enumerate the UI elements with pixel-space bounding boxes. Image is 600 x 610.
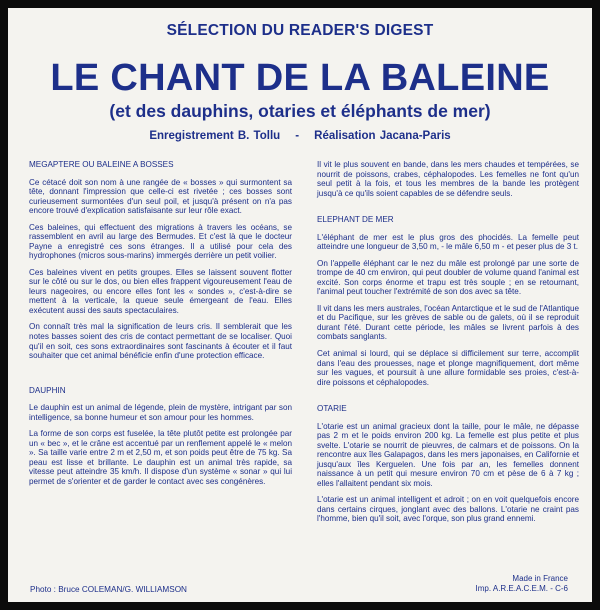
paragraph: Le dauphin est un animal de légende, plein de mystère, intrigant par son intelligence, sa bonne humeur et son amour pour les hommes. (29, 403, 292, 422)
album-title: LE CHANT DE LA BALEINE (50, 57, 550, 99)
series-title: SÉLECTION DU READER'S DIGEST (166, 22, 434, 39)
paragraph: Ces baleines, qui effectuent des migrations à travers les océans, se rassemblent en avril au large des Bermudes. Et c'est là que le docteur Payne a enregistré ces sons étranges. Il a utilisé pour cela des hydrophones (micros sous-marins) immergés derrière un petit voilier. (29, 222, 292, 261)
paragraph: Ces baleines vivent en petits groupes. Elles se laissent souvent flotter sur le côté ou sur le dos, ou bien elles frappent vigoureusement l'eau de leurs nageoires, ou encore elles font les « sondes », c'est-à-dire se mettent à la verticale, la queue seule émergeant de l'eau. Elles exécutent aussi des sauts spectaculaires. (29, 267, 292, 315)
section-heading-otarie: OTARIE (317, 404, 347, 414)
recording-credit: Enregistrement B. Tollu (149, 130, 281, 142)
credits-line (8, 130, 592, 142)
photo-credit: Photo : Bruce COLEMAN/G. WILLIAMSON (30, 585, 187, 594)
record-sleeve-back (8, 8, 592, 602)
paragraph: L'éléphant de mer est le plus gros des phocidés. La femelle peut atteindre une longueur de 3,50 m, - le mâle 6,50 m - et peser plus de 3 t. (317, 232, 579, 252)
section-heading-dauphin: DAUPHIN (29, 385, 66, 395)
album-subtitle: (et des dauphins, otaries et éléphants de mer) (109, 101, 491, 121)
paragraph: On l'appelle éléphant car le nez du mâle est prolongé par une sorte de trompe de 40 cm environ, qui peut doubler de volume quand l'animal est excité. Son corps énorme et trapu est très souple ; en se retournant, l'animal peut toucher l'extrémité de son dos avec sa tête. (317, 258, 579, 297)
production-credit: Réalisation Jacana-Paris (314, 130, 451, 142)
section-heading-elephant-de-mer: ELEPHANT DE MER (317, 215, 394, 225)
paragraph: La forme de son corps est fuselée, la tête plutôt petite est prolongée par un « bec », et le crâne est accentué par un renflement appelé le « melon ». Sa taille varie entre 2 m et 2,50 m, et son poids peut être de 75 kg. Sa peau est lisse et brillante. Le dauphin est un animal très rapide, sa vitesse peut atteindre 35 km/h. Il dispose d'un système « sonar » qui lui permet de s'orienter et de garder le contact avec ses congénères. (29, 429, 292, 486)
right-column (317, 160, 579, 531)
left-column (29, 160, 292, 493)
paragraph: Cet animal si lourd, qui se déplace si difficilement sur terre, accomplit dans l'eau des prouesses, nage et plonge magnifiquement, dort même sur les vagues, et poursuit à une allure formidable ses proies, c'est-à-dire poissons et céphalopodes. (317, 348, 579, 387)
paragraph: Ce cétacé doit son nom à une rangée de « bosses » qui surmontent sa tête, donnant l'impression que celle-ci est rivetée ; ces bosses sont curieusement surmontées d'un seul poil, et jusqu'à présent on n'a pas encore trouvé d'explication satisfaisante sur leur rôle exact. (29, 177, 292, 216)
section-heading-megaptere: MEGAPTERE OU BALEINE A BOSSES (29, 160, 174, 169)
paragraph: Il vit le plus souvent en bande, dans les mers chaudes et tempérées, se nourrit de poissons, crabes, céphalopodes. Les femelles ne font qu'un seul petit à la fois, et tous les membres de la bande les protègent jusqu'à ce qu'ils soient capables de se défendre seuls. (317, 160, 579, 198)
printer-code: Imp. A.R.E.A.C.E.M. - C-6 (475, 584, 568, 593)
paragraph: L'otarie est un animal intelligent et adroit ; on en voit quelquefois encore dans certains cirques, jonglant avec des ballons. L'otarie ne craint pas l'homme, bien qu'il soit, avec l'orque, son plus grand ennemi. (317, 495, 579, 524)
credits-separator: - (295, 130, 300, 142)
made-in-label: Made in France (512, 574, 568, 583)
paragraph: L'otarie est un animal gracieux dont la taille, pour le mâle, ne dépasse pas 2 m et le poids environ 200 kg. La femelle est plus petite et plus svelte. L'otarie se nourrit de pieuvres, de calmars et de poissons. On la rencontre aux îles Galapagos, dans les mers japonaises, en Californie et jusqu'aux îles Kerguelen. Une fois par an, les femelles donnent naissance à un petit qui mesure environ 70 cm et pèse de 6 à 7 kg ; elles l'allaitent pendant six mois. (317, 421, 579, 488)
paragraph: On connaît très mal la signification de leurs cris. Il semblerait que les notes basses soient des cris de contact permettant de se localiser. Quoi qu'il en soit, ces sons extraordinaires sont fascinants à écouter et il faut souhaiter que cet animal bénéficie enfin d'une protection efficace. (29, 322, 292, 361)
paragraph: Il vit dans les mers australes, l'océan Antarctique et le sud de l'Atlantique et du Pacifique, sur les grèves de sable ou de galets, où il se reproduit durant l'été. Durant cette période, les mâles se livrent parfois à des combats sanglants. (317, 303, 579, 342)
imprint-block (476, 574, 568, 594)
